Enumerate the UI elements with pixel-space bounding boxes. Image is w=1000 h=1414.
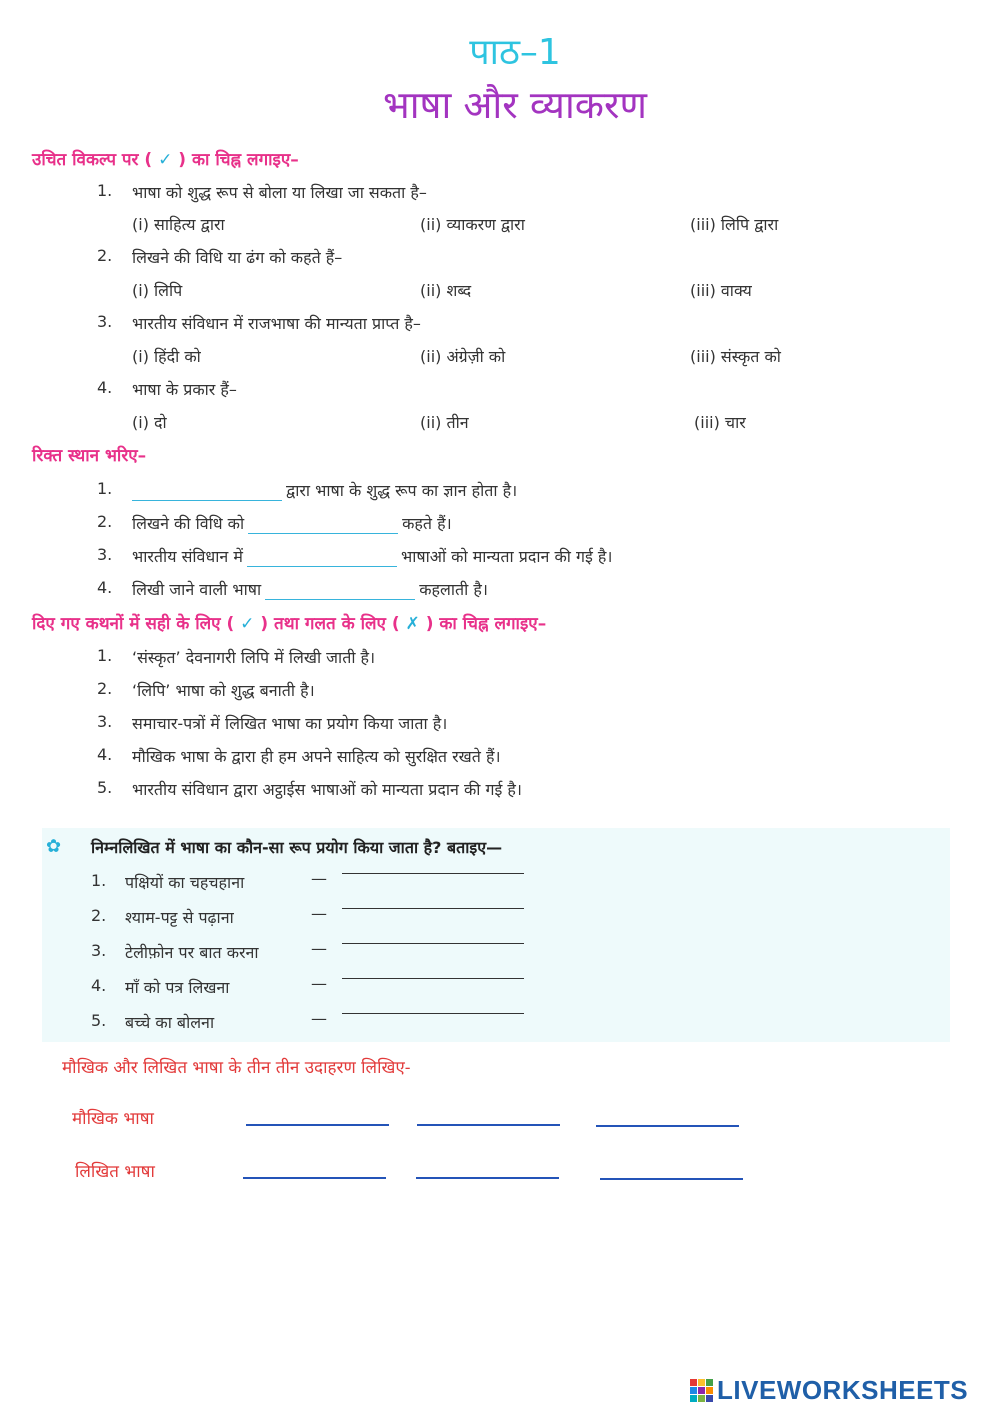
q4-number: 4.: [97, 378, 113, 397]
tf5-text[interactable]: भारतीय संविधान द्वारा अट्ठाईस भाषाओं को मान्यता प्रदान की गई है।: [132, 780, 522, 799]
q4-option-2[interactable]: (ii) तीन: [420, 413, 469, 432]
fill3-row: [132, 545, 613, 567]
heading-text: उचित विकल्प पर (: [32, 150, 153, 170]
fill-after: कहलाती है।: [419, 580, 488, 599]
fill4-row: [132, 578, 488, 600]
tf2-number: 2.: [97, 679, 113, 698]
form5-answer-line[interactable]: [342, 1013, 524, 1014]
logo-text: LIVEWORKSHEETS: [717, 1374, 969, 1405]
tf1-number: 1.: [97, 646, 113, 665]
tf3-number: 3.: [97, 712, 113, 731]
logo-square: [690, 1379, 697, 1386]
tf1-text[interactable]: ‘संस्कृत’ देवनागरी लिपि में लिखी जाती है।: [132, 648, 376, 667]
oral-example-2[interactable]: [417, 1124, 560, 1126]
written-language-label: लिखित भाषा: [75, 1162, 155, 1182]
written-example-3[interactable]: [600, 1178, 743, 1180]
form3-text: टेलीफ़ोन पर बात करना: [125, 943, 259, 962]
form1-number: 1.: [91, 871, 107, 890]
fill4-blank[interactable]: [265, 585, 415, 600]
logo-square: [706, 1379, 713, 1386]
q1-number: 1.: [97, 181, 113, 200]
fill3-number: 3.: [97, 545, 113, 564]
form1-answer-line[interactable]: [342, 873, 524, 874]
form4-dash: —: [311, 974, 327, 993]
fill2-blank[interactable]: [248, 519, 398, 534]
fill2-number: 2.: [97, 512, 113, 531]
q1-option-2[interactable]: (ii) व्याकरण द्वारा: [420, 215, 525, 234]
fill3-blank[interactable]: [247, 552, 397, 567]
fill-after: द्वारा भाषा के शुद्ध रूप का ज्ञान होता है।: [286, 481, 518, 500]
section4-heading: निम्नलिखित में भाषा का कौन-सा रूप प्रयोग किया जाता है? बताइए—: [91, 838, 503, 857]
form3-number: 3.: [91, 941, 107, 960]
form3-dash: —: [311, 939, 327, 958]
oral-example-1[interactable]: [246, 1124, 389, 1126]
section2-heading: रिक्त स्थान भरिए–: [32, 446, 147, 466]
form1-text: पक्षियों का चहचहाना: [125, 873, 245, 892]
liveworksheets-logo[interactable]: [690, 1376, 968, 1404]
fill4-number: 4.: [97, 578, 113, 597]
tick-icon: ✓: [240, 614, 255, 634]
section5-heading: मौखिक और लिखित भाषा के तीन तीन उदाहरण लिखिए-: [62, 1058, 411, 1078]
lesson-title: भाषा और व्याकरण: [382, 83, 647, 127]
oral-example-3[interactable]: [596, 1125, 739, 1127]
form3-answer-line[interactable]: [342, 943, 524, 944]
section4-panel: [42, 828, 950, 1042]
q4-option-3[interactable]: (iii) चार: [694, 413, 746, 432]
logo-square: [690, 1387, 697, 1394]
form1-dash: —: [311, 869, 327, 888]
oral-language-label: मौखिक भाषा: [72, 1109, 154, 1129]
form5-dash: —: [311, 1009, 327, 1028]
fill-after: कहते हैं।: [402, 514, 452, 533]
logo-square: [698, 1379, 705, 1386]
written-example-1[interactable]: [243, 1177, 386, 1179]
q2-option-2[interactable]: (ii) शब्द: [420, 281, 472, 300]
fill1-number: 1.: [97, 479, 113, 498]
logo-square: [698, 1387, 705, 1394]
tf2-text[interactable]: ‘लिपि’ भाषा को शुद्ध बनाती है।: [132, 681, 315, 700]
q3-option-2[interactable]: (ii) अंग्रेज़ी को: [420, 347, 506, 366]
q4-option-1[interactable]: (i) दो: [132, 413, 167, 432]
q3-option-3[interactable]: (iii) संस्कृत को: [690, 347, 781, 366]
q1-text: भाषा को शुद्ध रूप से बोला या लिखा जा सकता है–: [132, 183, 427, 202]
logo-grid-icon: [690, 1379, 713, 1402]
form2-text: श्याम-पट्ट से पढ़ाना: [125, 908, 234, 927]
section3-heading: [32, 611, 546, 634]
q2-option-3[interactable]: (iii) वाक्य: [690, 281, 752, 300]
fill-before: लिखने की विधि को: [132, 514, 245, 533]
q2-text: लिखने की विधि या ढंग को कहते हैं–: [132, 248, 343, 267]
logo-square: [706, 1387, 713, 1394]
fill1-blank[interactable]: [132, 486, 282, 501]
q4-text: भाषा के प्रकार हैं–: [132, 380, 237, 399]
cross-icon: ✗: [405, 614, 420, 634]
section1-heading: [32, 147, 299, 170]
logo-square: [698, 1395, 705, 1402]
q3-text: भारतीय संविधान में राजभाषा की मान्यता प्राप्त है–: [132, 314, 421, 333]
form2-number: 2.: [91, 906, 107, 925]
lesson-number: पाठ–1: [469, 32, 561, 73]
q3-option-1[interactable]: (i) हिंदी को: [132, 347, 201, 366]
tf4-number: 4.: [97, 745, 113, 764]
tf5-number: 5.: [97, 778, 113, 797]
fill-before: लिखी जाने वाली भाषा: [132, 580, 262, 599]
form5-text: बच्चे का बोलना: [125, 1013, 215, 1032]
q2-option-1[interactable]: (i) लिपि: [132, 281, 183, 300]
heading-text: दिए गए कथनों में सही के लिए (: [32, 614, 235, 634]
tf3-text[interactable]: समाचार-पत्रों में लिखित भाषा का प्रयोग किया जाता है।: [132, 714, 448, 733]
form4-answer-line[interactable]: [342, 978, 524, 979]
written-example-2[interactable]: [416, 1177, 559, 1179]
logo-square: [690, 1395, 697, 1402]
q1-option-1[interactable]: (i) साहित्य द्वारा: [132, 215, 225, 234]
form4-text: माँ को पत्र लिखना: [125, 978, 230, 997]
form2-answer-line[interactable]: [342, 908, 524, 909]
logo-square: [706, 1395, 713, 1402]
fill1-row: [128, 479, 517, 501]
tick-icon: ✓: [158, 150, 173, 170]
q3-number: 3.: [97, 312, 113, 331]
form2-dash: —: [311, 904, 327, 923]
q1-option-3[interactable]: (iii) लिपि द्वारा: [690, 215, 779, 234]
form5-number: 5.: [91, 1011, 107, 1030]
fill-after: भाषाओं को मान्यता प्रदान की गई है।: [400, 547, 613, 566]
heading-text: ) का चिह्न लगाइए–: [178, 150, 299, 170]
fill-before: भारतीय संविधान में: [132, 547, 243, 566]
fill2-row: [132, 512, 452, 534]
q2-number: 2.: [97, 246, 113, 265]
heading-text: ) का चिह्न लगाइए–: [425, 614, 547, 634]
tf4-text[interactable]: मौखिक भाषा के द्वारा ही हम अपने साहित्य को सुरक्षित रखते हैं।: [132, 747, 501, 766]
flower-bullet-icon: ✿: [46, 836, 62, 857]
form4-number: 4.: [91, 976, 107, 995]
heading-text: ) तथा गलत के लिए (: [260, 614, 400, 634]
